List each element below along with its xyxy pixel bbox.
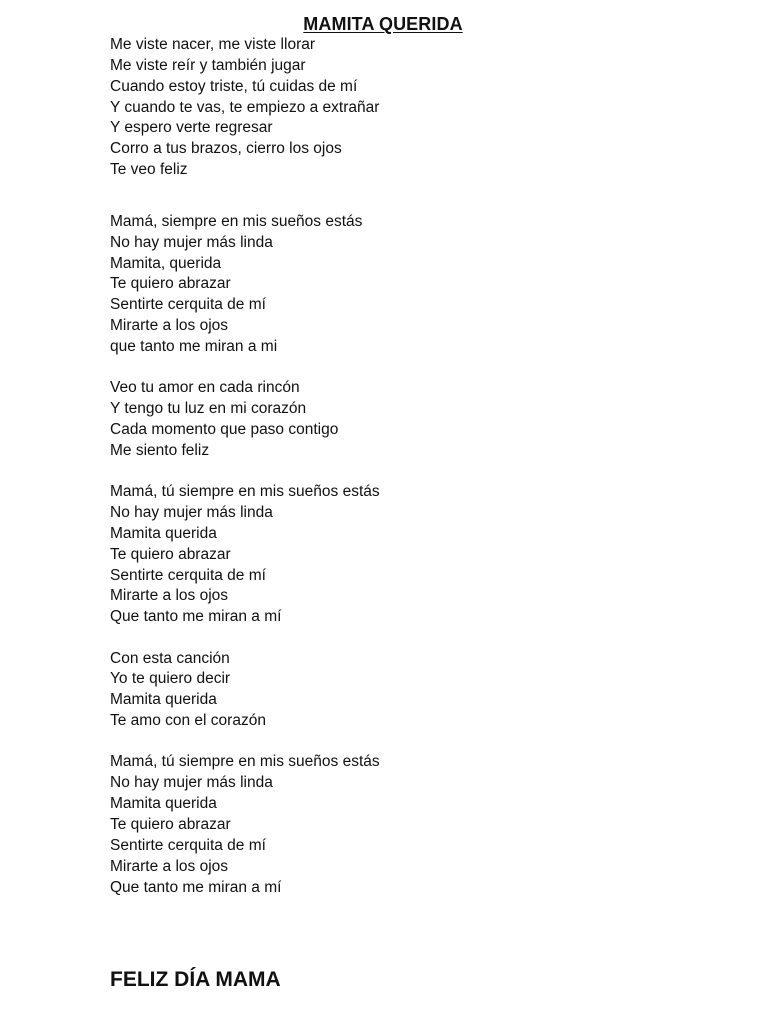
- lyric-line: No hay mujer más linda: [110, 774, 273, 792]
- stanza: [110, 212, 710, 358]
- lyric-line: Sentirte cerquita de mí: [110, 296, 266, 314]
- lyrics-body: [110, 35, 710, 898]
- lyric-line: Te veo feliz: [110, 161, 188, 179]
- lyric-line: Que tanto me miran a mí: [110, 878, 282, 896]
- lyric-line: Sentirte cerquita de mí: [110, 836, 266, 854]
- stanza: [110, 378, 710, 461]
- lyric-line: Con esta canción: [110, 649, 230, 667]
- stanza: [110, 649, 710, 732]
- lyric-line: Cada momento que paso contigo: [110, 421, 339, 438]
- lyric-line: Mirarte a los ojos: [110, 857, 229, 875]
- lyric-line: No hay mujer más linda: [110, 233, 273, 251]
- lyric-line: Mamá, tú siempre en mis sueños estás: [110, 753, 380, 771]
- lyric-line: Que tanto me miran a mí: [110, 608, 282, 626]
- lyric-line: Te quiero abrazar: [110, 816, 231, 833]
- lyric-line: Yo te quiero decir: [110, 670, 231, 688]
- lyric-line: Mamita querida: [110, 795, 217, 813]
- lyric-line: Veo tu amor en cada rincón: [110, 379, 300, 397]
- lyric-line: Me viste reír y también jugar: [110, 56, 306, 74]
- lyric-line: Te quiero abrazar: [110, 545, 231, 563]
- lyric-line: Mamita querida: [110, 524, 217, 542]
- stanza: [110, 482, 710, 628]
- stanza: [110, 35, 710, 181]
- page-title: MAMITA QUERIDA: [303, 14, 463, 35]
- lyric-line: Cuando estoy triste, tú cuidas de mí: [110, 77, 358, 95]
- lyric-line: Y cuando te vas, te empiezo a extrañar: [110, 98, 380, 116]
- stanza: [110, 752, 710, 898]
- lyric-line: Sentirte cerquita de mí: [110, 566, 266, 584]
- lyric-line: Mamá, tú siempre en mis sueños estás: [110, 483, 380, 501]
- lyric-line: Mirarte a los ojos: [110, 587, 229, 605]
- lyric-line: Me viste nacer, me viste llorar: [110, 36, 316, 53]
- lyric-line: Te quiero abrazar: [110, 275, 231, 293]
- lyric-line: Y tengo tu luz en mi corazón: [110, 400, 307, 418]
- lyric-line: Mirarte a los ojos: [110, 317, 229, 335]
- lyric-line: Me siento feliz: [110, 441, 210, 459]
- closing-line: FELIZ DÍA MAMA: [110, 968, 281, 991]
- lyric-line: que tanto me miran a mi: [110, 337, 278, 355]
- lyric-line: Mamá, siempre en mis sueños estás: [110, 212, 363, 230]
- lyric-line: No hay mujer más linda: [110, 504, 273, 522]
- lyric-line: Y espero verte regresar: [110, 119, 273, 137]
- lyric-line: Te amo con el corazón: [110, 712, 266, 730]
- lyric-line: Corro a tus brazos, cierro los ojos: [110, 140, 342, 158]
- lyric-line: Mamita querida: [110, 691, 217, 709]
- lyric-line: Mamita, querida: [110, 254, 222, 272]
